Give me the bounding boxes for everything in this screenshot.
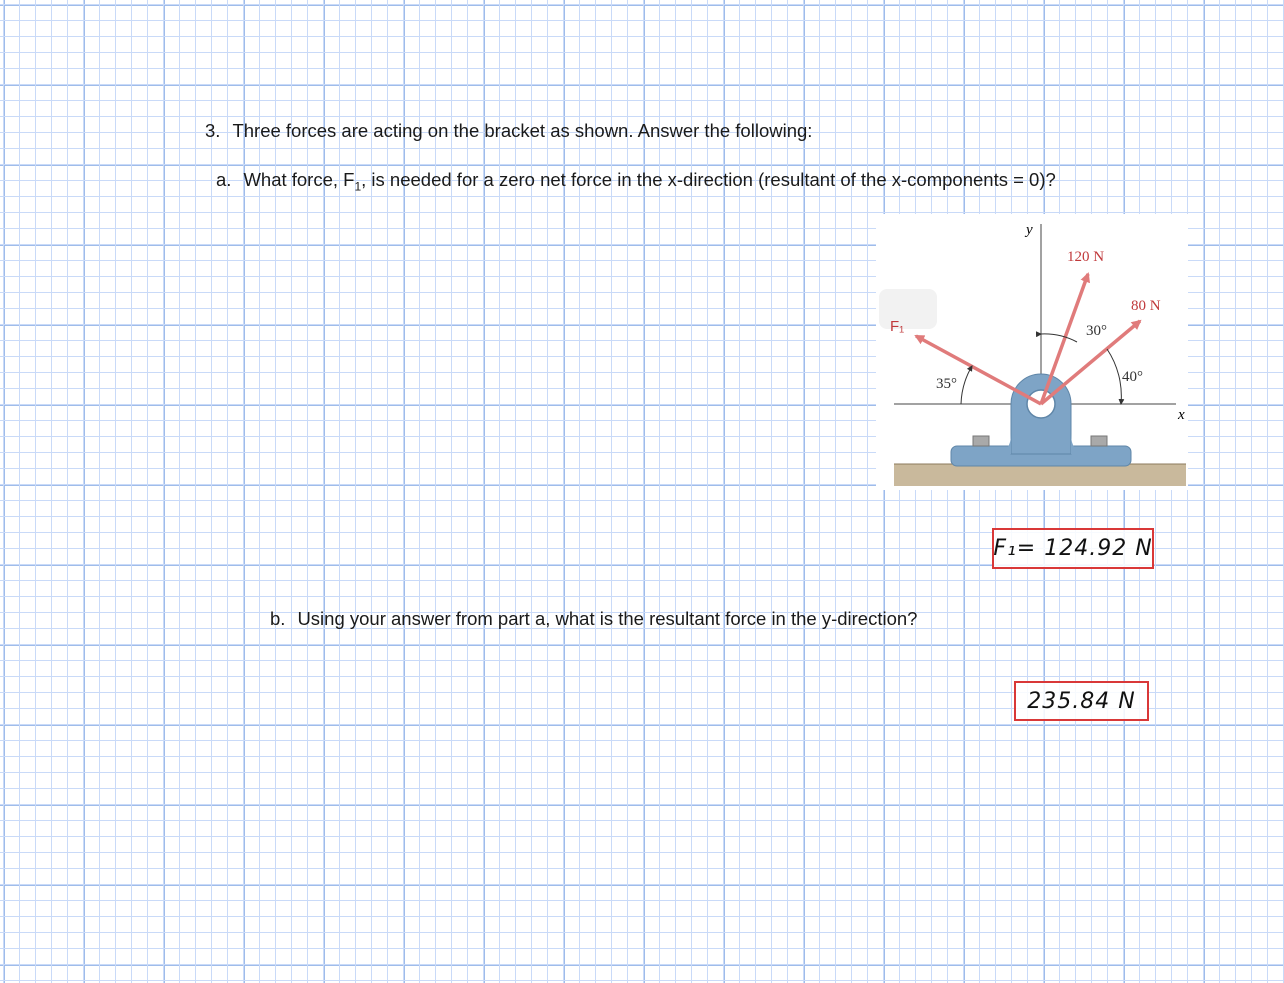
ground bbox=[894, 464, 1186, 486]
left-bolt bbox=[973, 436, 989, 446]
part-a-text-after: , is needed for a zero net force in the x-direction (resultant of the x-components = 0)? bbox=[361, 169, 1056, 190]
force-120-label: 120 N bbox=[1067, 249, 1105, 265]
question-3 bbox=[205, 122, 812, 141]
question-number: 3. bbox=[205, 120, 221, 141]
y-axis-label: y bbox=[1026, 222, 1033, 238]
force-f1-label: F₁ bbox=[890, 318, 905, 335]
part-a-marker: a. bbox=[216, 169, 232, 190]
f1-label-backdrop bbox=[879, 289, 937, 329]
answer-b-box bbox=[1014, 681, 1149, 721]
part-a-subscript: 1 bbox=[354, 179, 362, 194]
answer-a-text: F₁= 124.92 N bbox=[993, 536, 1153, 561]
angle-30-label: 30° bbox=[1086, 323, 1107, 339]
part-b-text: Using your answer from part a, what is the resultant force in the y-direction? bbox=[297, 608, 918, 629]
bracket-figure bbox=[876, 214, 1188, 490]
x-axis-label: x bbox=[1178, 407, 1185, 423]
part-b-marker: b. bbox=[270, 608, 286, 629]
force-80-label: 80 N bbox=[1131, 298, 1161, 314]
angle-40-label: 40° bbox=[1122, 369, 1143, 385]
answer-a-box bbox=[992, 528, 1154, 569]
question-text: Three forces are acting on the bracket as shown. Answer the following: bbox=[232, 120, 813, 141]
angle-35-label: 35° bbox=[936, 376, 957, 392]
right-bolt bbox=[1091, 436, 1107, 446]
part-a-text-before: What force, F bbox=[243, 169, 355, 190]
force-diagram bbox=[876, 214, 1188, 490]
question-part-a bbox=[216, 171, 1056, 193]
question-part-b bbox=[270, 610, 917, 629]
answer-b-text: 235.84 N bbox=[1027, 688, 1136, 714]
